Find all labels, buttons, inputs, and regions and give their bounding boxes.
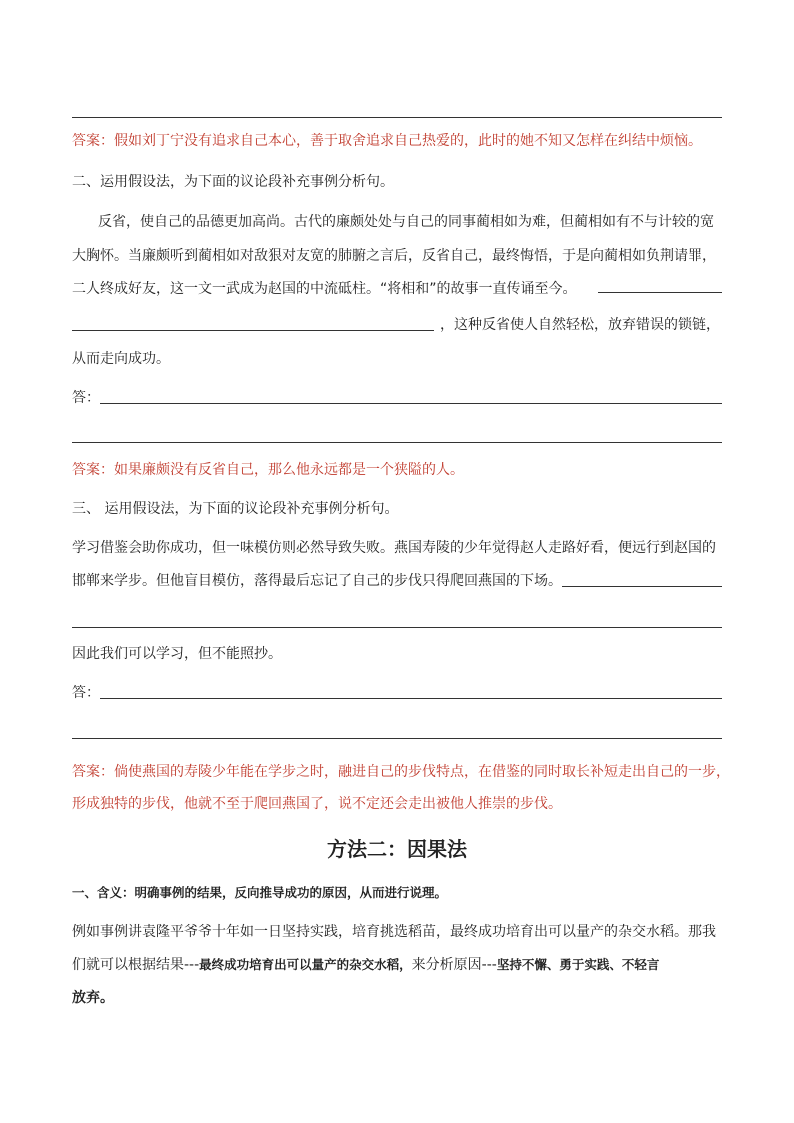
paragraph-line: 二人终成好友，这一文一武成为赵国的中流砥柱。“将相和”的故事一直传诵至今。: [72, 281, 577, 297]
example-emphasis: 放弃。: [72, 990, 114, 1006]
answer-line[interactable]: [100, 403, 722, 404]
paragraph-line: 反省，使自己的品德更加高尚。古代的廉颇处处与自己的同事蔺相如为难，但蔺相如有不与计较的宽: [98, 214, 714, 230]
definition-line: 一、含义：明确事例的结果，反向推导成功的原因，从而进行说理。: [72, 885, 448, 900]
example-line: 例如事例讲袁隆平爷爷十年如一日坚持实践，培育挑选稻苗，最终成功培育出可以量产的杂交水稻。那我: [72, 924, 716, 940]
answer-line[interactable]: [72, 442, 722, 443]
example-emphasis: 最终成功培育出可以量产的杂交水稻，: [199, 957, 412, 972]
fill-blank-line[interactable]: [598, 292, 722, 293]
paragraph-line: 学习借鉴会助你成功，但一味模仿则必然导致失败。燕国寿陵的少年觉得赵人走路好看，便远行到赵国的: [72, 540, 716, 556]
answer-text: 形成独特的步伐，他就不至于爬回燕国了，说不定还会走出被他人推崇的步伐。: [72, 796, 562, 812]
example-emphasis: 坚持不懈、勇于实践、不轻言: [496, 957, 660, 972]
example-text: 来分析原因---: [411, 957, 497, 973]
paragraph-line: 从而走向成功。: [72, 351, 170, 367]
answer-text: 答案：假如刘丁宁没有追求自己本心，善于取舍追求自己热爱的，此时的她不知又怎样在纠结中烦恼。: [72, 133, 702, 149]
section-title: 三、 运用假设法，为下面的议论段补充事例分析句。: [72, 501, 399, 517]
paragraph-line: 因此我们可以学习，但不能照抄。: [72, 646, 282, 662]
method-heading: 方法二：因果法: [327, 837, 467, 861]
paragraph-line: 大胸怀。当廉颇听到蔺相如对敌狠对友宽的肺腑之言后，反省自己，最终悔悟，于是向蔺相如负荆请罪，: [72, 248, 716, 264]
paragraph-line: 邯郸来学步。但他盲目模仿，落得最后忘记了自己的步伐只得爬回燕国的下场。: [72, 573, 562, 589]
answer-label: 答：: [72, 685, 100, 701]
fill-blank-line[interactable]: [72, 330, 434, 331]
paragraph-line: ，这种反省使人自然轻松，放弃错误的锁链，: [440, 317, 720, 333]
answer-line[interactable]: [72, 738, 722, 739]
answer-label: 答：: [72, 390, 100, 406]
section-title: 二、运用假设法，为下面的议论段补充事例分析句。: [72, 174, 394, 190]
example-line: [72, 955, 659, 975]
answer-line[interactable]: [100, 698, 722, 699]
example-text: 们就可以根据结果---: [72, 957, 200, 973]
fill-blank-line[interactable]: [562, 586, 722, 587]
answer-text: 答案：如果廉颇没有反省自己，那么他永远都是一个狭隘的人。: [72, 462, 464, 478]
answer-text: 答案：倘使燕国的寿陵少年能在学步之时，融进自己的步伐特点，在借鉴的同时取长补短走出自己的一步，: [72, 764, 730, 780]
answer-line: [72, 117, 722, 118]
fill-blank-line[interactable]: [72, 627, 722, 628]
